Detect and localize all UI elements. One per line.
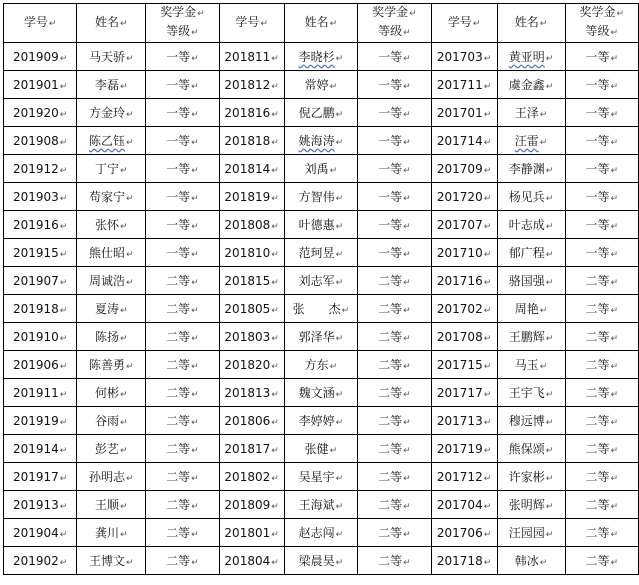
name-cell: 陈扬↵ bbox=[77, 323, 146, 351]
student-id-cell: 201710↵ bbox=[431, 239, 497, 267]
name-cell: 虞金鑫↵ bbox=[497, 71, 565, 99]
level-cell: 二等↵ bbox=[146, 295, 219, 323]
level-cell: 一等↵ bbox=[565, 127, 639, 155]
name-cell: 范珂昱↵ bbox=[284, 239, 358, 267]
header-name: 姓名↵ bbox=[497, 4, 565, 43]
table-row bbox=[4, 183, 639, 211]
name-cell: 王鹏辉↵ bbox=[497, 323, 565, 351]
name-cell: 周诚浩↵ bbox=[77, 267, 146, 295]
name-cell: 韩冰↵ bbox=[497, 547, 565, 575]
student-id-cell: 201714↵ bbox=[431, 127, 497, 155]
level-cell: 二等↵ bbox=[565, 435, 639, 463]
name-cell: 方东↵ bbox=[284, 351, 358, 379]
level-cell: 一等↵ bbox=[146, 43, 219, 71]
level-cell: 二等↵ bbox=[358, 267, 431, 295]
level-cell: 二等↵ bbox=[146, 323, 219, 351]
header-student-id: 学号↵ bbox=[431, 4, 497, 43]
name-cell: 王博文↵ bbox=[77, 547, 146, 575]
name-cell: 李静渊↵ bbox=[497, 155, 565, 183]
name-cell: 骆国强↵ bbox=[497, 267, 565, 295]
level-cell: 一等↵ bbox=[358, 43, 431, 71]
table-row bbox=[4, 379, 639, 407]
student-id-cell: 201817↵ bbox=[219, 435, 284, 463]
student-id-cell: 201907↵ bbox=[4, 267, 77, 295]
scholarship-table bbox=[3, 3, 639, 575]
student-id-cell: 201717↵ bbox=[431, 379, 497, 407]
student-id-cell: 201816↵ bbox=[219, 99, 284, 127]
name-cell: 李磊↵ bbox=[77, 71, 146, 99]
header-student-id: 学号↵ bbox=[4, 4, 77, 43]
student-id-cell: 201809↵ bbox=[219, 491, 284, 519]
header-scholarship-level: 奖学金↵ 等级↵ bbox=[565, 4, 639, 43]
name-cell: 张 杰↵ bbox=[284, 295, 358, 323]
name-cell: 倪乙鹏↵ bbox=[284, 99, 358, 127]
student-id-cell: 201910↵ bbox=[4, 323, 77, 351]
student-id-cell: 201820↵ bbox=[219, 351, 284, 379]
name-cell: 谷雨↵ bbox=[77, 407, 146, 435]
name-cell: 杨见兵↵ bbox=[497, 183, 565, 211]
table-row bbox=[4, 435, 639, 463]
level-cell: 一等↵ bbox=[358, 239, 431, 267]
header-name: 姓名↵ bbox=[284, 4, 358, 43]
level-cell: 一等↵ bbox=[358, 211, 431, 239]
name-cell: 王海斌↵ bbox=[284, 491, 358, 519]
student-id-cell: 201815↵ bbox=[219, 267, 284, 295]
student-id-cell: 201914↵ bbox=[4, 435, 77, 463]
level-cell: 一等↵ bbox=[565, 71, 639, 99]
name-cell: 汪雷↵ bbox=[497, 127, 565, 155]
level-cell: 一等↵ bbox=[146, 211, 219, 239]
level-cell: 一等↵ bbox=[358, 127, 431, 155]
level-cell: 二等↵ bbox=[146, 379, 219, 407]
student-id-cell: 201719↵ bbox=[431, 435, 497, 463]
level-cell: 二等↵ bbox=[146, 407, 219, 435]
student-id-cell: 201918↵ bbox=[4, 295, 77, 323]
table-row bbox=[4, 547, 639, 575]
student-id-cell: 201716↵ bbox=[431, 267, 497, 295]
level-cell: 二等↵ bbox=[565, 323, 639, 351]
student-id-cell: 201906↵ bbox=[4, 351, 77, 379]
level-cell: 一等↵ bbox=[565, 239, 639, 267]
student-id-cell: 201920↵ bbox=[4, 99, 77, 127]
name-cell: 姚海涛↵ bbox=[284, 127, 358, 155]
student-id-cell: 201904↵ bbox=[4, 519, 77, 547]
student-id-cell: 201813↵ bbox=[219, 379, 284, 407]
student-id-cell: 201801↵ bbox=[219, 519, 284, 547]
name-cell: 陈乙钰↵ bbox=[77, 127, 146, 155]
header-student-id: 学号↵ bbox=[219, 4, 284, 43]
level-cell: 一等↵ bbox=[565, 99, 639, 127]
level-cell: 一等↵ bbox=[565, 183, 639, 211]
name-cell: 张怀↵ bbox=[77, 211, 146, 239]
table-row bbox=[4, 71, 639, 99]
table-row bbox=[4, 155, 639, 183]
student-id-cell: 201917↵ bbox=[4, 463, 77, 491]
name-cell: 王泽↵ bbox=[497, 99, 565, 127]
student-id-cell: 201911↵ bbox=[4, 379, 77, 407]
name-cell: 刘志军↵ bbox=[284, 267, 358, 295]
name-cell: 李晓杉↵ bbox=[284, 43, 358, 71]
table-row bbox=[4, 211, 639, 239]
student-id-cell: 201913↵ bbox=[4, 491, 77, 519]
name-cell: 叶德惠↵ bbox=[284, 211, 358, 239]
student-id-cell: 201811↵ bbox=[219, 43, 284, 71]
level-cell: 一等↵ bbox=[358, 71, 431, 99]
level-cell: 一等↵ bbox=[358, 155, 431, 183]
student-id-cell: 201803↵ bbox=[219, 323, 284, 351]
table-row bbox=[4, 491, 639, 519]
student-id-cell: 201703↵ bbox=[431, 43, 497, 71]
level-cell: 二等↵ bbox=[146, 351, 219, 379]
table-row bbox=[4, 295, 639, 323]
table-row bbox=[4, 43, 639, 71]
level-cell: 二等↵ bbox=[565, 295, 639, 323]
name-cell: 张健↵ bbox=[284, 435, 358, 463]
level-cell: 二等↵ bbox=[565, 267, 639, 295]
level-cell: 二等↵ bbox=[358, 407, 431, 435]
name-cell: 熊保颂↵ bbox=[497, 435, 565, 463]
student-id-cell: 201903↵ bbox=[4, 183, 77, 211]
table-row bbox=[4, 519, 639, 547]
level-cell: 二等↵ bbox=[565, 519, 639, 547]
level-cell: 一等↵ bbox=[146, 99, 219, 127]
name-cell: 张明辉↵ bbox=[497, 491, 565, 519]
level-cell: 二等↵ bbox=[358, 351, 431, 379]
name-cell: 魏文涵↵ bbox=[284, 379, 358, 407]
table-row bbox=[4, 407, 639, 435]
student-id-cell: 201916↵ bbox=[4, 211, 77, 239]
student-id-cell: 201718↵ bbox=[431, 547, 497, 575]
name-cell: 穆远博↵ bbox=[497, 407, 565, 435]
student-id-cell: 201908↵ bbox=[4, 127, 77, 155]
student-id-cell: 201915↵ bbox=[4, 239, 77, 267]
name-cell: 陈善勇↵ bbox=[77, 351, 146, 379]
name-cell: 龚川↵ bbox=[77, 519, 146, 547]
name-cell: 丁宁↵ bbox=[77, 155, 146, 183]
level-cell: 一等↵ bbox=[146, 239, 219, 267]
student-id-cell: 201909↵ bbox=[4, 43, 77, 71]
header-scholarship-level: 奖学金↵ 等级↵ bbox=[358, 4, 431, 43]
level-cell: 一等↵ bbox=[565, 155, 639, 183]
name-cell: 郭泽华↵ bbox=[284, 323, 358, 351]
name-cell: 孙明志↵ bbox=[77, 463, 146, 491]
student-id-cell: 201715↵ bbox=[431, 351, 497, 379]
level-cell: 二等↵ bbox=[565, 379, 639, 407]
level-cell: 一等↵ bbox=[358, 99, 431, 127]
student-id-cell: 201808↵ bbox=[219, 211, 284, 239]
name-cell: 马天骄↵ bbox=[77, 43, 146, 71]
name-cell: 方智伟↵ bbox=[284, 183, 358, 211]
level-cell: 二等↵ bbox=[358, 463, 431, 491]
name-cell: 黄亚明↵ bbox=[497, 43, 565, 71]
student-id-cell: 201704↵ bbox=[431, 491, 497, 519]
name-cell: 彭艺↵ bbox=[77, 435, 146, 463]
table-row bbox=[4, 267, 639, 295]
table-row bbox=[4, 239, 639, 267]
student-id-cell: 201712↵ bbox=[431, 463, 497, 491]
level-cell: 一等↵ bbox=[146, 155, 219, 183]
name-cell: 郁广程↵ bbox=[497, 239, 565, 267]
level-cell: 二等↵ bbox=[358, 547, 431, 575]
level-cell: 二等↵ bbox=[358, 323, 431, 351]
name-cell: 王顺↵ bbox=[77, 491, 146, 519]
table-row bbox=[4, 351, 639, 379]
student-id-cell: 201901↵ bbox=[4, 71, 77, 99]
level-cell: 二等↵ bbox=[358, 491, 431, 519]
name-cell: 何彬↵ bbox=[77, 379, 146, 407]
name-cell: 周艳↵ bbox=[497, 295, 565, 323]
name-cell: 许家彬↵ bbox=[497, 463, 565, 491]
table-body bbox=[4, 43, 639, 575]
level-cell: 二等↵ bbox=[146, 435, 219, 463]
header-scholarship-level: 奖学金↵ 等级↵ bbox=[146, 4, 219, 43]
table-row bbox=[4, 99, 639, 127]
table-row bbox=[4, 463, 639, 491]
name-cell: 汪园园↵ bbox=[497, 519, 565, 547]
level-cell: 一等↵ bbox=[146, 183, 219, 211]
level-cell: 二等↵ bbox=[565, 351, 639, 379]
level-cell: 二等↵ bbox=[358, 519, 431, 547]
level-cell: 二等↵ bbox=[358, 435, 431, 463]
level-cell: 二等↵ bbox=[146, 491, 219, 519]
student-id-cell: 201707↵ bbox=[431, 211, 497, 239]
level-cell: 二等↵ bbox=[565, 491, 639, 519]
level-cell: 二等↵ bbox=[358, 295, 431, 323]
student-id-cell: 201919↵ bbox=[4, 407, 77, 435]
table-row bbox=[4, 127, 639, 155]
table-row bbox=[4, 323, 639, 351]
level-cell: 二等↵ bbox=[565, 547, 639, 575]
student-id-cell: 201706↵ bbox=[431, 519, 497, 547]
student-id-cell: 201711↵ bbox=[431, 71, 497, 99]
name-cell: 梁晨昊↵ bbox=[284, 547, 358, 575]
level-cell: 二等↵ bbox=[358, 379, 431, 407]
student-id-cell: 201902↵ bbox=[4, 547, 77, 575]
name-cell: 赵志闯↵ bbox=[284, 519, 358, 547]
name-cell: 吴星宇↵ bbox=[284, 463, 358, 491]
level-cell: 二等↵ bbox=[565, 407, 639, 435]
student-id-cell: 201812↵ bbox=[219, 71, 284, 99]
student-id-cell: 201709↵ bbox=[431, 155, 497, 183]
level-cell: 二等↵ bbox=[146, 519, 219, 547]
student-id-cell: 201814↵ bbox=[219, 155, 284, 183]
name-cell: 常婷↵ bbox=[284, 71, 358, 99]
name-cell: 马玉↵ bbox=[497, 351, 565, 379]
student-id-cell: 201810↵ bbox=[219, 239, 284, 267]
name-cell: 王宇飞↵ bbox=[497, 379, 565, 407]
level-cell: 二等↵ bbox=[565, 463, 639, 491]
level-cell: 二等↵ bbox=[146, 463, 219, 491]
table-header bbox=[4, 4, 639, 43]
header-name: 姓名↵ bbox=[77, 4, 146, 43]
name-cell: 李婷婷↵ bbox=[284, 407, 358, 435]
student-id-cell: 201720↵ bbox=[431, 183, 497, 211]
level-cell: 一等↵ bbox=[358, 183, 431, 211]
student-id-cell: 201701↵ bbox=[431, 99, 497, 127]
student-id-cell: 201802↵ bbox=[219, 463, 284, 491]
student-id-cell: 201804↵ bbox=[219, 547, 284, 575]
name-cell: 方金玲↵ bbox=[77, 99, 146, 127]
student-id-cell: 201818↵ bbox=[219, 127, 284, 155]
name-cell: 熊仕昭↵ bbox=[77, 239, 146, 267]
level-cell: 一等↵ bbox=[146, 127, 219, 155]
student-id-cell: 201708↵ bbox=[431, 323, 497, 351]
level-cell: 二等↵ bbox=[146, 547, 219, 575]
level-cell: 一等↵ bbox=[565, 43, 639, 71]
student-id-cell: 201805↵ bbox=[219, 295, 284, 323]
name-cell: 苟家宁↵ bbox=[77, 183, 146, 211]
student-id-cell: 201713↵ bbox=[431, 407, 497, 435]
name-cell: 叶志成↵ bbox=[497, 211, 565, 239]
name-cell: 夏涛↵ bbox=[77, 295, 146, 323]
student-id-cell: 201806↵ bbox=[219, 407, 284, 435]
student-id-cell: 201702↵ bbox=[431, 295, 497, 323]
level-cell: 一等↵ bbox=[146, 71, 219, 99]
level-cell: 一等↵ bbox=[565, 211, 639, 239]
name-cell: 刘禹↵ bbox=[284, 155, 358, 183]
student-id-cell: 201819↵ bbox=[219, 183, 284, 211]
student-id-cell: 201912↵ bbox=[4, 155, 77, 183]
level-cell: 二等↵ bbox=[146, 267, 219, 295]
